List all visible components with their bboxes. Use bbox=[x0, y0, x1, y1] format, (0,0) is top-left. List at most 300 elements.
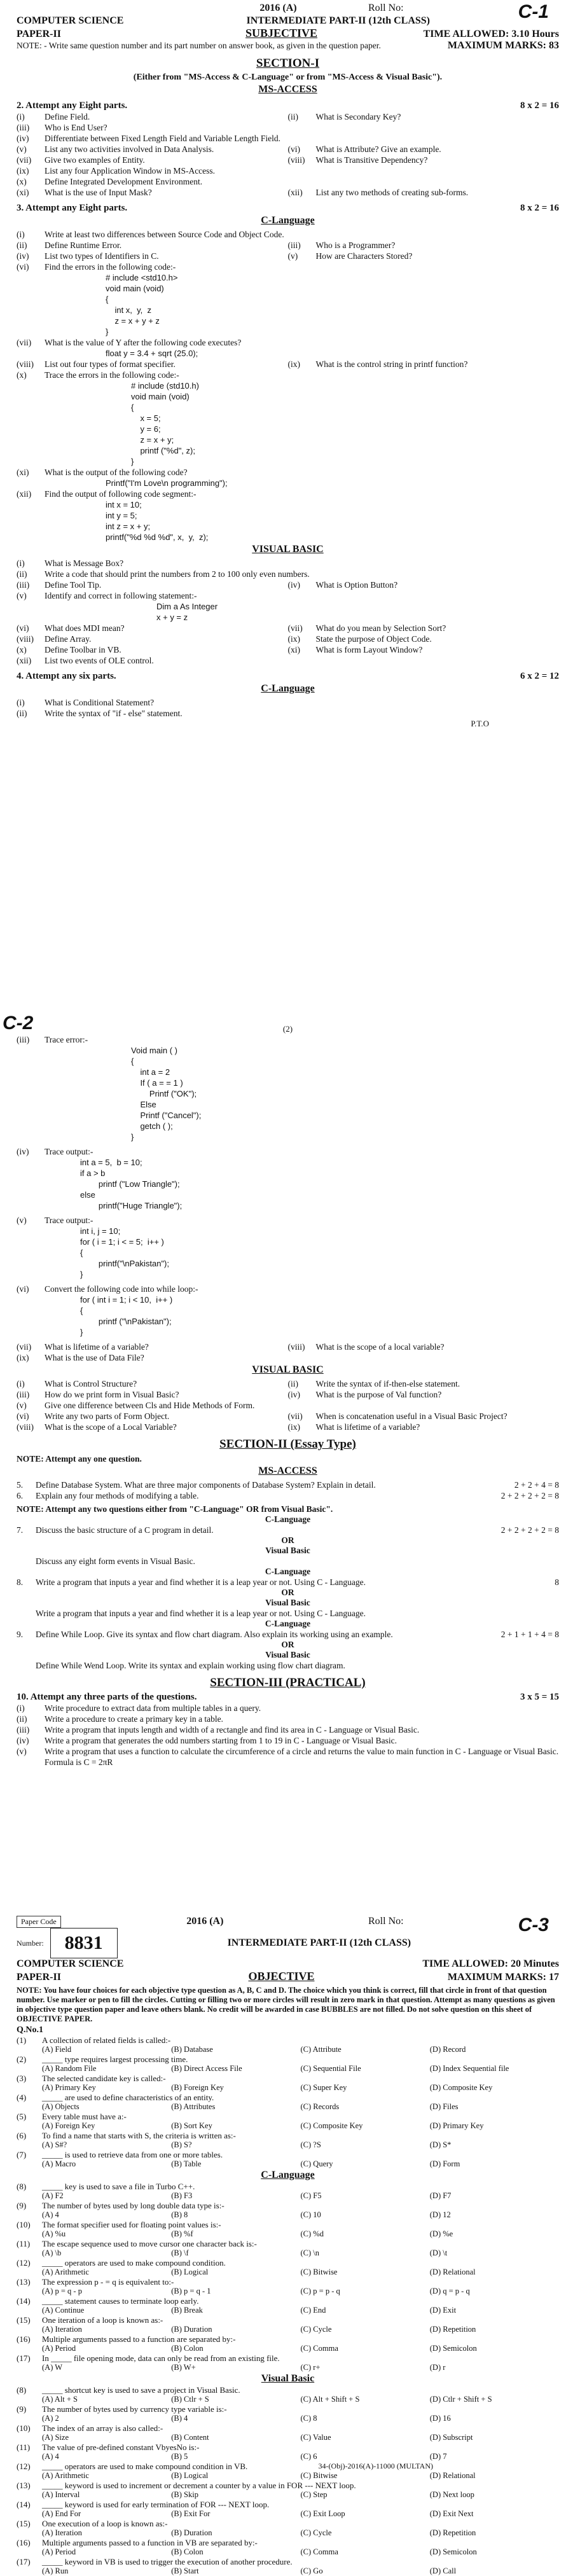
mcq-option[interactable]: (D) F7 bbox=[429, 2191, 452, 2200]
mcq-option[interactable]: (B) S? bbox=[171, 2140, 192, 2149]
mcq-number: (12) bbox=[17, 2258, 31, 2268]
corner-tag: C-1 bbox=[518, 1, 549, 22]
subject-heading: MS-ACCESS bbox=[258, 1465, 317, 1476]
time-allowed: TIME ALLOWED: 3.10 Hours bbox=[423, 29, 559, 39]
mcq-option[interactable]: (C) Exit Loop bbox=[300, 2509, 345, 2518]
question-row bbox=[17, 261, 559, 272]
question-part: What is the purpose of Val function? bbox=[315, 1390, 442, 1399]
part-number: (iv) bbox=[287, 580, 300, 590]
mcq-options bbox=[17, 2268, 559, 2277]
question-part: Trace output:- bbox=[45, 1215, 93, 1225]
mcq-text: _____ operators are used to make compound condition in VB. bbox=[42, 2462, 248, 2471]
mcq-option[interactable]: (A) Period bbox=[42, 2344, 76, 2353]
mcq-option[interactable]: (D) Files bbox=[429, 2102, 459, 2111]
mcq-text: The escape sequence used to move cursor one character back is:- bbox=[42, 2239, 257, 2248]
question-part: Give two examples of Entity. bbox=[45, 155, 145, 165]
mcq-option[interactable]: (D) q = p - q bbox=[429, 2287, 470, 2296]
maximum-marks: MAXIMUM MARKS: 17 bbox=[447, 1972, 559, 1983]
mcq-option[interactable]: (D) Next loop bbox=[429, 2490, 474, 2499]
question-row bbox=[17, 1411, 559, 1422]
mcq-text: Multiple arguments passed to a function in VB are separated by:- bbox=[42, 2538, 258, 2547]
mcq-option[interactable]: (A) 4 bbox=[42, 2210, 59, 2219]
mcq-option[interactable]: (D) Semicolon bbox=[429, 2344, 477, 2353]
mcq-option[interactable]: (A) Run bbox=[42, 2566, 69, 2575]
question-part: Write at least two differences between Source Code and Object Code. bbox=[45, 230, 284, 239]
mcq-option[interactable]: (C) p = p - q bbox=[300, 2287, 340, 2296]
question-part: What is Control Structure? bbox=[45, 1379, 137, 1388]
mcq-option[interactable]: (D) %e bbox=[429, 2229, 453, 2238]
mcq-option[interactable]: (A) 4 bbox=[42, 2452, 59, 2461]
exam-title: INTERMEDIATE PART-II (12th CLASS) bbox=[227, 1937, 411, 1948]
part-number: (v) bbox=[17, 1401, 27, 1410]
question-part: Who is End User? bbox=[45, 123, 107, 132]
essay-number: 7. bbox=[17, 1525, 24, 1535]
mcq-options bbox=[17, 2471, 559, 2481]
mcq-text: The expression p - = q is equivalent to:- bbox=[42, 2277, 174, 2287]
paper-subjective-page1: C-1 2016 (A) Roll No: COMPUTER SCIENCE INTERMEDIATE PART-II (12th CLASS) PAPER-II SUBJECTIVE TIME ALLOWED: 3.10 Hours NOTE: - Write same question number and its part number on answer book, as given in the question paper. MAXIMUM MARKS: 83 SECTION-I (Either from "MS-Access & C-Language" or from "MS-Access & Visual Basic"). MS-ACCESS 2. Attempt any Eight parts. 8 x 2 = 16 (i) Define Field. (ii) What is Secondary Key? (iii) Who is End User? (iv) Differentiate between Fixed Length Field and Variable Length Field. (v) List any two activities involved in Data Analysis. (vi) What is Attribute? Give an example. (vii) Give two examples of Entity. (viii) What is Transitive Dependency? (ix) List any four Application Window in MS-Access. (x) Define Integrated Development Environment. (xi) What is the use of Input Mask? (xii) List any two methods of creating sub-forms. 3. Attempt any Eight parts. 8 x 2 = 16 C-Language (i) Write at least two differences between Source Code and Object Code. (ii) Define Runtime Error. (iii) Who is a Programmer? (iv) List two types of Identifiers in C. (v) How are Characters Stored? (vi) Find the errors in the following code:- # include <std10.h> void main (void) { int x, y, z z = x + y + z } (vii) What is the value of Y after the following code executes? float y = 3.4 + sqrt (25.0); (viii) List out four types of format specifier. (ix) What is the control string in printf function? (x) Trace the errors in the following code:- # include (std10.h) void main (void) { x = 5; y = 6; z = x + y; printf ("%d", z); } (xi) What is the output of the following code? Printf("I'm Love\n programming"); (xii) Find the output of following code segment:- int x = 10; int y = 5; int z = x + y; printf("%d %d %d", x, y, z); VISUAL BASIC (i) What is Message Box? (ii) Write a code that should print the numbers from 2 to 100 only even numbers. (iii) Define Tool Tip. (iv) What is Option Button? (v) Identify and correct in following statement:- Dim a As Integer x + y = z (vi) What does MDI mean? (vii) What do you mean by Selection Sort? (viii) Define Array. (ix) State the purpose of Object Code. (x) Define Toolbar in VB. (xi) What is form Layout Window? (xii) List two events of OLE control. 4. Attempt any six parts. 6 x 2 = 12 C-Language (i) What is Conditional Statement? (ii) Write the syntax of "if - else" statement. P.T.O bbox=[17, 1, 559, 728]
mcq-option[interactable]: (C) End bbox=[300, 2306, 326, 2315]
mcq-option[interactable]: (C) Step bbox=[300, 2490, 328, 2499]
question-row bbox=[17, 176, 559, 187]
mcq-text: _____ keyword in VB is used to trigger the execution of another procedure. bbox=[42, 2557, 293, 2566]
question-part: Write any two parts of Form Object. bbox=[45, 1411, 170, 1421]
question-row bbox=[17, 144, 559, 155]
mcq-question bbox=[17, 2150, 559, 2159]
mcq-option[interactable]: (C) Go bbox=[300, 2566, 323, 2575]
subject-heading: Visual Basic bbox=[265, 1598, 310, 1607]
question-part: Trace output:- bbox=[45, 1147, 93, 1156]
mcq-number: (15) bbox=[17, 2519, 31, 2528]
part-number: (ix) bbox=[287, 359, 300, 369]
mcq-option[interactable]: (A) Continue bbox=[42, 2306, 85, 2315]
mcq-options bbox=[17, 2528, 559, 2538]
mcq-question bbox=[17, 2353, 559, 2363]
number-label: Number: bbox=[17, 1938, 44, 1948]
part-number: (v) bbox=[17, 1747, 27, 1756]
mcq-text: Every table must have a:- bbox=[42, 2112, 127, 2121]
part-number: (iii) bbox=[287, 240, 301, 250]
instructions-note: NOTE: - Write same question number and its part number on answer book, as given in the question paper. bbox=[17, 41, 381, 50]
question-part-list bbox=[17, 1378, 559, 1432]
mcq-option[interactable]: (C) Composite Key bbox=[300, 2121, 363, 2130]
mcq-option[interactable]: (A) Field bbox=[42, 2045, 72, 2054]
paper-number: PAPER-II bbox=[17, 29, 61, 39]
paper-type: OBJECTIVE bbox=[248, 1970, 315, 1983]
mcq-option[interactable]: (C) Bitwise bbox=[300, 2471, 338, 2480]
part-number: (iii) bbox=[17, 1725, 30, 1735]
question-part: Differentiate between Fixed Length Field and Variable Length Field. bbox=[45, 134, 281, 143]
question-part: What is lifetime of a variable? bbox=[45, 1342, 149, 1352]
mcq-question bbox=[17, 2538, 559, 2547]
question-part: Write procedure to extract data from multiple tables in a query. bbox=[45, 1703, 261, 1713]
mcq-option[interactable]: (C) Query bbox=[300, 2159, 333, 2168]
part-number: (ii) bbox=[17, 1714, 27, 1724]
mcq-option[interactable]: (B) 5 bbox=[171, 2452, 188, 2461]
question-row bbox=[17, 187, 559, 198]
question-row bbox=[17, 111, 559, 122]
mcq-option[interactable]: (B) Sort Key bbox=[171, 2121, 212, 2130]
mcq-question bbox=[17, 2258, 559, 2268]
mcq-option[interactable]: (D) S* bbox=[429, 2140, 452, 2149]
part-number: (v) bbox=[287, 251, 298, 261]
mcq-option[interactable]: (C) Cycle bbox=[300, 2528, 332, 2537]
question-row bbox=[17, 634, 559, 644]
mcq-option[interactable]: (B) W+ bbox=[171, 2363, 196, 2372]
mcq-option[interactable]: (A) Primary Key bbox=[42, 2083, 96, 2092]
part-number: (xi) bbox=[287, 645, 300, 654]
mcq-option[interactable]: (A) W bbox=[42, 2363, 63, 2372]
mcq-option[interactable]: (A) %u bbox=[42, 2229, 66, 2238]
mcq-option[interactable]: (B) Foreign Key bbox=[171, 2083, 224, 2092]
question-row bbox=[17, 155, 559, 165]
mcq-option[interactable]: (D) Exit bbox=[429, 2306, 457, 2315]
question-row bbox=[17, 1389, 559, 1400]
part-number: (v) bbox=[17, 144, 27, 154]
subject-heading: C-Language bbox=[261, 2170, 315, 2180]
question-part: Define Toolbar in VB. bbox=[45, 645, 121, 654]
question-row bbox=[17, 579, 559, 590]
mcq-option[interactable]: (A) Macro bbox=[42, 2159, 76, 2168]
code-snippet: # include <std10.h> void main (void) { int x, y, z z = x + y + z } bbox=[106, 273, 178, 336]
mcq-option[interactable]: (D) Composite Key bbox=[429, 2083, 493, 2092]
mcq-option[interactable]: (A) Period bbox=[42, 2547, 76, 2556]
mcq-option[interactable]: (D) Relational bbox=[429, 2471, 476, 2480]
mcq-option[interactable]: (B) Table bbox=[171, 2159, 202, 2168]
mcq-option[interactable]: (A) 2 bbox=[42, 2414, 59, 2423]
question-part: What is the scope of a Local Variable? bbox=[45, 1422, 177, 1432]
exam-year: 2016 (A) bbox=[186, 1916, 224, 1927]
mcq-option[interactable]: (B) Logical bbox=[171, 2471, 209, 2480]
part-number: (iv) bbox=[287, 1390, 300, 1399]
subject-heading: Visual Basic bbox=[265, 1546, 310, 1555]
question-row bbox=[17, 708, 559, 719]
exam-title: INTERMEDIATE PART-II (12th CLASS) bbox=[246, 15, 430, 26]
question-number: 10. bbox=[17, 1692, 29, 1702]
question-row bbox=[17, 558, 559, 569]
part-number: (xii) bbox=[287, 188, 303, 197]
question-part: What is Transitive Dependency? bbox=[315, 155, 428, 165]
essay-number: 5. bbox=[17, 1480, 24, 1490]
question-row bbox=[17, 251, 559, 261]
mcq-text: _____ are used to define characteristics of an entity. bbox=[42, 2093, 214, 2102]
code-snippet: int a = 5, b = 10; if a > b printf ("Low Triangle"); else printf("Huge Triangle"); bbox=[80, 1158, 183, 1210]
mcq-option[interactable]: (B) %f bbox=[171, 2229, 193, 2238]
question-part: List two events of OLE control. bbox=[45, 656, 154, 665]
mcq-option[interactable]: (C) %d bbox=[300, 2229, 324, 2238]
mcq-text: _____ type requires largest processing time. bbox=[42, 2054, 188, 2064]
question-row bbox=[17, 359, 559, 370]
mcq-text: The format specifier used for floating point values is:- bbox=[42, 2220, 221, 2229]
mcq-number: (10) bbox=[17, 2220, 31, 2229]
mcq-option[interactable]: (B) \f bbox=[171, 2248, 189, 2257]
question-marks: 8 x 2 = 16 bbox=[520, 100, 559, 111]
mcq-number: (5) bbox=[17, 2112, 27, 2121]
mcq-option[interactable]: (D) Exit Next bbox=[429, 2509, 474, 2518]
mcq-option[interactable]: (D) Subscript bbox=[429, 2433, 473, 2442]
part-number: (viii) bbox=[287, 155, 305, 165]
code-snippet: for ( int i = 1; i < 10, i++ ) { printf ("\nPakistan"); } bbox=[80, 1295, 173, 1337]
mcq-option[interactable]: (B) Start bbox=[171, 2566, 199, 2575]
mcq-option[interactable]: (B) F3 bbox=[171, 2191, 193, 2200]
mcq-option[interactable]: (D) 7 bbox=[429, 2452, 447, 2461]
mcq-text: _____ statement causes to terminate loop early. bbox=[42, 2296, 199, 2306]
mcq-option[interactable]: (A) Alt + S bbox=[42, 2395, 78, 2404]
mcq-text: In _____ file opening mode, data can only be read from an existing file. bbox=[42, 2353, 280, 2363]
mcq-text: Multiple arguments passed to a function are separated by:- bbox=[42, 2334, 236, 2344]
mcq-option[interactable]: (D) Call bbox=[429, 2566, 457, 2575]
mcq-text: _____ operators are used to make compound condition. bbox=[42, 2258, 226, 2268]
subject-heading: C-Language bbox=[265, 1619, 311, 1628]
corner-tag: C-2 bbox=[3, 1013, 34, 1034]
mcq-option[interactable]: (B) Break bbox=[171, 2306, 203, 2315]
subject-heading: MS-ACCESS bbox=[258, 84, 317, 95]
question-part-list bbox=[17, 359, 559, 380]
part-number: (i) bbox=[17, 112, 25, 121]
mcq-option[interactable]: (C) Value bbox=[300, 2433, 331, 2442]
mcq-number: (13) bbox=[17, 2277, 31, 2287]
mcq-options bbox=[17, 2229, 559, 2239]
mcq-option[interactable]: (C) Alt + Shift + S bbox=[300, 2395, 360, 2404]
part-number: (vii) bbox=[287, 623, 303, 633]
mcq-option[interactable]: (C) \n bbox=[300, 2248, 320, 2257]
mcq-option[interactable]: (B) 4 bbox=[171, 2414, 188, 2423]
mcq-options bbox=[17, 2547, 559, 2557]
part-number: (ii) bbox=[17, 569, 27, 579]
mcq-options bbox=[17, 2210, 559, 2220]
mcq-option[interactable]: (C) Cycle bbox=[300, 2325, 332, 2334]
question-part: Write the syntax of "if - else" statement. bbox=[45, 709, 183, 718]
mcq-option[interactable]: (C) r+ bbox=[300, 2363, 321, 2372]
mcq-options bbox=[17, 2325, 559, 2334]
exam-year: 2016 (A) bbox=[259, 3, 297, 13]
part-number: (ix) bbox=[287, 1422, 300, 1432]
mcq-question bbox=[17, 2277, 559, 2287]
mcq-option[interactable]: (A) S#? bbox=[42, 2140, 67, 2149]
question-part: What is the control string in printf function? bbox=[315, 359, 468, 369]
part-number: (iv) bbox=[17, 1736, 29, 1745]
question-row bbox=[17, 569, 559, 579]
mcq-option[interactable]: (D) Repetition bbox=[429, 2325, 476, 2334]
mcq-option[interactable]: (B) Attributes bbox=[171, 2102, 216, 2111]
mcq-list bbox=[17, 2035, 559, 2169]
mcq-number: (3) bbox=[17, 2074, 27, 2083]
question-part-list bbox=[17, 697, 559, 719]
part-number: (iv) bbox=[17, 251, 29, 261]
mcq-option[interactable]: (D) Ctlr + Shift + S bbox=[429, 2395, 492, 2404]
mcq-list bbox=[17, 2385, 559, 2576]
mcq-option[interactable]: (C) 6 bbox=[300, 2452, 317, 2461]
mcq-option[interactable]: (C) Sequential File bbox=[300, 2064, 361, 2073]
mcq-question bbox=[17, 2074, 559, 2083]
question-part: What is Option Button? bbox=[315, 580, 398, 590]
question-row bbox=[17, 1735, 559, 1746]
mcq-number: (17) bbox=[17, 2557, 31, 2566]
part-number: (vi) bbox=[287, 144, 300, 154]
roll-no-label: Roll No: bbox=[368, 1916, 404, 1927]
mcq-text: _____ is used to retrieve data from one or more tables. bbox=[42, 2150, 223, 2159]
part-number: (vii) bbox=[287, 1411, 303, 1421]
print-footer: 34-(Obj)-2016(A)-11000 (MULTAN) bbox=[318, 2462, 433, 2470]
question-part: List any two activities involved in Data Analysis. bbox=[45, 144, 214, 154]
mcq-option[interactable]: (B) Ctlr + S bbox=[171, 2395, 209, 2404]
question-marks: 6 x 2 = 12 bbox=[520, 671, 559, 681]
question-row bbox=[17, 240, 559, 251]
mcq-option[interactable]: (B) Skip bbox=[171, 2490, 198, 2499]
mcq-question bbox=[17, 2201, 559, 2210]
part-number: (vi) bbox=[17, 623, 29, 633]
instructions-note: NOTE: You have four choices for each objective type question as A, B, C and D. The choice which you think is correct, fill that circle in front of that question number. Use marker or pen to fill the circles. Cutting or filling two or more circles will result in zero mark in that question. Attempt as many questions as given in objective type question paper and leave others blank. No credit will be awarded in case BUBBLES are not filled. Do not solve question on this sheet of OBJECTIVE PAPER. bbox=[17, 1986, 555, 2023]
paper-number: PAPER-II bbox=[17, 1972, 61, 1983]
mcq-options bbox=[17, 2045, 559, 2054]
mcq-option[interactable]: (B) Database bbox=[171, 2045, 213, 2054]
page-number: (2) bbox=[282, 1024, 293, 1034]
paper-code: 8831 bbox=[50, 1928, 118, 1958]
question-row bbox=[17, 697, 559, 708]
question-row bbox=[17, 655, 559, 666]
question-part: Trace error:- bbox=[45, 1035, 88, 1044]
question-part: Define Tool Tip. bbox=[45, 580, 102, 590]
mcq-option[interactable]: (C) Attribute bbox=[300, 2045, 342, 2054]
mcq-options bbox=[17, 2306, 559, 2315]
mcq-text: The number of bytes used by currency type variable is:- bbox=[42, 2404, 227, 2414]
code-snippet: # include (std10.h) void main (void) { x = 5; y = 6; z = x + y; printf ("%d", z); } bbox=[131, 381, 199, 466]
question-part: Identify and correct in following statement:- bbox=[45, 591, 197, 600]
question-part: Define Integrated Development Environment. bbox=[45, 177, 203, 186]
part-number: (ix) bbox=[287, 634, 300, 644]
mcq-option[interactable]: (D) 16 bbox=[429, 2414, 451, 2423]
question-part: Find the errors in the following code:- bbox=[45, 262, 176, 272]
question-part: What is the output of the following code? bbox=[45, 467, 188, 477]
mcq-option[interactable]: (C) Super Key bbox=[300, 2083, 347, 2092]
mcq-text: One iteration of a loop is known as:- bbox=[42, 2315, 163, 2325]
mcq-option[interactable]: (A) Size bbox=[42, 2433, 69, 2442]
mcq-option[interactable]: (A) \b bbox=[42, 2248, 62, 2257]
mcq-question bbox=[17, 2404, 559, 2414]
mcq-option[interactable]: (B) Content bbox=[171, 2433, 209, 2442]
mcq-option[interactable]: (D) Record bbox=[429, 2045, 466, 2054]
mcq-option[interactable]: (D) Index Sequential file bbox=[429, 2064, 509, 2073]
mcq-option[interactable]: (D) 12 bbox=[429, 2210, 451, 2219]
paper-objective-page bbox=[0, 1912, 573, 2575]
subject-heading: VISUAL BASIC bbox=[252, 1364, 324, 1375]
mcq-option[interactable]: (B) Direct Access File bbox=[171, 2064, 242, 2073]
question-part: Write the syntax of if-then-else statement. bbox=[315, 1379, 460, 1388]
part-number: (vii) bbox=[17, 1342, 32, 1352]
part-number: (i) bbox=[17, 1379, 25, 1388]
mcq-option[interactable]: (D) \t bbox=[429, 2248, 448, 2257]
mcq-option[interactable]: (C) 10 bbox=[300, 2210, 321, 2219]
mcq-option[interactable]: (A) Iteration bbox=[42, 2528, 82, 2537]
part-number: (vi) bbox=[17, 1411, 29, 1421]
mcq-option[interactable]: (C) 8 bbox=[300, 2414, 317, 2423]
mcq-option[interactable]: (C) Records bbox=[300, 2102, 340, 2111]
part-number: (x) bbox=[17, 645, 27, 654]
mcq-option[interactable]: (C) Comma bbox=[300, 2344, 338, 2353]
mcq-options bbox=[17, 2490, 559, 2500]
mcq-question bbox=[17, 2296, 559, 2306]
mcq-number: (8) bbox=[17, 2182, 27, 2191]
question-part-list bbox=[17, 623, 559, 666]
mcq-option[interactable]: (D) r bbox=[429, 2363, 446, 2372]
mcq-option[interactable]: (A) Iteration bbox=[42, 2325, 82, 2334]
part-number: (i) bbox=[17, 1703, 25, 1713]
question-row bbox=[17, 623, 559, 634]
mcq-option[interactable]: (A) Interval bbox=[42, 2490, 80, 2499]
mcq-option[interactable]: (C) Comma bbox=[300, 2547, 338, 2556]
mcq-option[interactable]: (B) Colon bbox=[171, 2547, 204, 2556]
mcq-option[interactable]: (A) Foreign Key bbox=[42, 2121, 95, 2130]
part-number: (vii) bbox=[17, 155, 32, 165]
mcq-number: (14) bbox=[17, 2500, 31, 2509]
mcq-option[interactable]: (A) Random File bbox=[42, 2064, 97, 2073]
mcq-text: The value of pre-defined constant VbyesNo is:- bbox=[42, 2442, 200, 2452]
instructions-note: NOTE: Attempt any one question. bbox=[17, 1454, 142, 1464]
code-snippet: Printf("I'm Love\n programming"); bbox=[106, 478, 228, 488]
mcq-option[interactable]: (D) Primary Key bbox=[429, 2121, 484, 2130]
mcq-option[interactable]: (D) Semicolon bbox=[429, 2547, 477, 2556]
part-number: (x) bbox=[17, 177, 27, 186]
part-number: (x) bbox=[17, 370, 27, 380]
mcq-option[interactable]: (D) Repetition bbox=[429, 2528, 476, 2537]
question-part: List out four types of format specifier. bbox=[45, 359, 176, 369]
part-number: (vi) bbox=[17, 262, 29, 272]
corner-tag: C-3 bbox=[518, 1915, 549, 1935]
mcq-option[interactable]: (C) F5 bbox=[300, 2191, 322, 2200]
mcq-question bbox=[17, 2462, 559, 2471]
subject-heading: Visual Basic bbox=[261, 2373, 315, 2384]
mcq-option[interactable]: (B) 8 bbox=[171, 2210, 188, 2219]
mcq-option[interactable]: (A) Arithmetic bbox=[42, 2471, 89, 2480]
mcq-option[interactable]: (D) Relational bbox=[429, 2268, 476, 2276]
mcq-options bbox=[17, 2121, 559, 2131]
mcq-option[interactable]: (B) Logical bbox=[171, 2268, 209, 2276]
subject-heading: VISUAL BASIC bbox=[252, 544, 324, 555]
mcq-option[interactable]: (A) Arithmetic bbox=[42, 2268, 89, 2276]
mcq-number: (9) bbox=[17, 2404, 27, 2414]
essay-question: Define While Wend Loop. Write its syntax and explain working using flow chart diagram. bbox=[36, 1661, 345, 1670]
mcq-question bbox=[17, 2519, 559, 2528]
mcq-question bbox=[17, 2315, 559, 2325]
mcq-option[interactable]: (B) p = q - 1 bbox=[171, 2287, 211, 2296]
question-part: Define Array. bbox=[45, 634, 92, 644]
mcq-option[interactable]: (A) End For bbox=[42, 2509, 81, 2518]
mcq-option[interactable]: (D) Form bbox=[429, 2159, 460, 2168]
essay-marks: 2 + 1 + 1 + 4 = 8 bbox=[501, 1630, 559, 1639]
mcq-number: (7) bbox=[17, 2150, 27, 2159]
question-row bbox=[17, 133, 559, 144]
mcq-option[interactable]: (C) ?S bbox=[300, 2140, 321, 2149]
mcq-option[interactable]: (B) Exit For bbox=[171, 2509, 211, 2518]
mcq-options bbox=[17, 2509, 559, 2519]
mcq-option[interactable]: (B) Duration bbox=[171, 2325, 212, 2334]
part-number: (viii) bbox=[17, 359, 34, 369]
mcq-option[interactable]: (A) p = q - p bbox=[42, 2287, 82, 2296]
mcq-number: (11) bbox=[17, 2442, 31, 2452]
mcq-options bbox=[17, 2414, 559, 2423]
mcq-text: _____ keyword is used for early termination of FOR --- NEXT loop. bbox=[42, 2500, 270, 2509]
mcq-options bbox=[17, 2248, 559, 2258]
mcq-option[interactable]: (B) Colon bbox=[171, 2344, 204, 2353]
instructions-note: NOTE: Attempt any two questions either from "C-Language" OR from Visual Basic". bbox=[17, 1504, 333, 1514]
mcq-option[interactable]: (A) Objects bbox=[42, 2102, 79, 2111]
code-snippet: Void main ( ) { int a = 2 If ( a = = 1 ) Printf ("OK"); Else Printf ("Cancel"); getch ( ); } bbox=[131, 1046, 202, 1142]
mcq-text: The index of an array is also called:- bbox=[42, 2423, 163, 2433]
question-part: Define Field. bbox=[45, 112, 90, 121]
mcq-option[interactable]: (B) Duration bbox=[171, 2528, 212, 2537]
section-title: SECTION-I bbox=[256, 57, 320, 70]
mcq-option[interactable]: (C) Bitwise bbox=[300, 2268, 338, 2276]
mcq-option[interactable]: (A) F2 bbox=[42, 2191, 64, 2200]
